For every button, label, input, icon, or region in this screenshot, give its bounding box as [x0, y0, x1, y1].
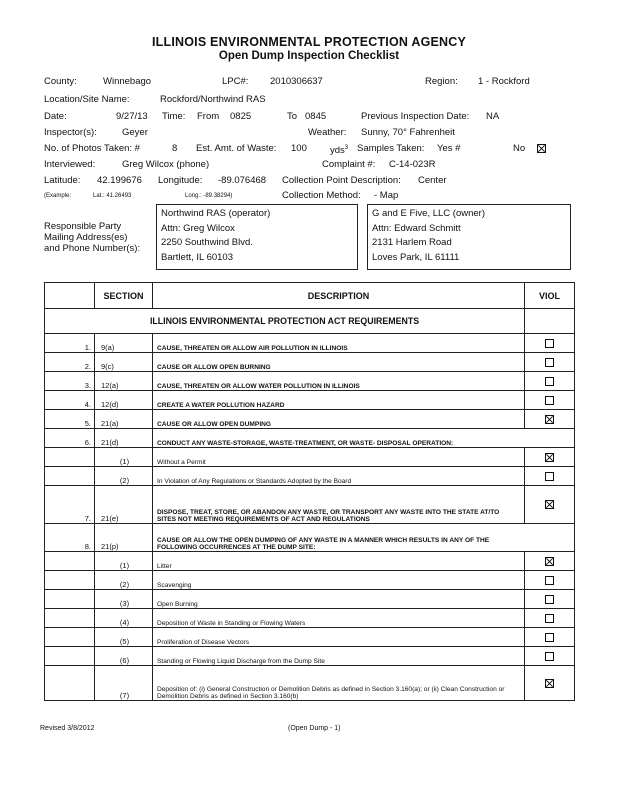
- table-row: [45, 410, 575, 429]
- table-row: [45, 429, 575, 448]
- latitude-example: Lat.: 41.26493: [93, 193, 132, 199]
- row-number: [45, 448, 95, 467]
- to-label: To: [287, 111, 298, 122]
- samples-label: Samples Taken:: [357, 143, 425, 154]
- operator-address-box: [156, 204, 358, 270]
- row-description: Scavenging: [153, 571, 525, 590]
- viol-checkbox[interactable]: [545, 472, 554, 481]
- act-heading-row: [45, 309, 575, 334]
- row-description: CAUSE OR ALLOW OPEN BURNING: [153, 353, 525, 372]
- row-number: 5.: [45, 410, 95, 429]
- row-description: DISPOSE, TREAT, STORE, OR ABANDON ANY WASTE, OR TRANSPORT ANY WASTE INTO THE STATE AT/TO SITES NOT MEETING REQUIREMENTS OF ACT AND REGULATIONS: [153, 486, 525, 524]
- table-row: [45, 666, 575, 701]
- owner-line-1: G and E Five, LLC (owner): [372, 208, 485, 219]
- viol-checkbox[interactable]: [545, 633, 554, 642]
- party-label-2: Mailing Address(es): [44, 232, 128, 243]
- row-viol-cell: [525, 467, 575, 486]
- samples-no-label: No: [513, 143, 526, 154]
- revised-date: Revised 3/8/2012: [40, 725, 95, 732]
- table-row: [45, 628, 575, 647]
- example-label: (Example:: [44, 193, 72, 199]
- collection-point-label: Collection Point Description:: [282, 175, 401, 186]
- party-label-1: Responsible Party: [44, 221, 122, 232]
- viol-checkbox[interactable]: [545, 453, 554, 462]
- row-viol-cell: [525, 552, 575, 571]
- table-row: [45, 448, 575, 467]
- row-section: (3): [95, 590, 153, 609]
- prev-inspection-label: Previous Inspection Date:: [361, 111, 470, 122]
- photos-label: No. of Photos Taken: #: [44, 143, 140, 154]
- row-description: Without a Permit: [153, 448, 525, 467]
- row-section: (2): [95, 571, 153, 590]
- complaint-label: Complaint #:: [322, 159, 376, 170]
- table-row: [45, 372, 575, 391]
- operator-line-3: 2250 Southwind Blvd.: [161, 237, 253, 248]
- row-number: [45, 609, 95, 628]
- time-to-value: 0845: [305, 111, 327, 122]
- row-number: [45, 647, 95, 666]
- interviewed-value: Greg Wilcox (phone): [122, 159, 210, 170]
- waste-unit: yds$^3$: [330, 145, 349, 157]
- row-description: CAUSE OR ALLOW OPEN DUMPING: [153, 410, 525, 429]
- row-section: 9(c): [95, 353, 153, 372]
- viol-checkbox[interactable]: [545, 500, 554, 509]
- act-heading-viol: [525, 309, 575, 334]
- date-label: Date:: [44, 111, 67, 122]
- table-header-row: [45, 283, 575, 309]
- operator-line-1: Northwind RAS (operator): [161, 208, 271, 219]
- row-viol-cell: [525, 590, 575, 609]
- row-number: [45, 628, 95, 647]
- row-number: [45, 467, 95, 486]
- row-number: 6.: [45, 429, 95, 448]
- row-section: (1): [95, 552, 153, 571]
- agency-title: ILLINOIS ENVIRONMENTAL PROTECTION AGENCY: [151, 35, 467, 49]
- table-row: [45, 353, 575, 372]
- owner-line-3: 2131 Harlem Road: [372, 237, 452, 248]
- row-number: 7.: [45, 486, 95, 524]
- row-number: [45, 571, 95, 590]
- row-section: 21(p): [95, 524, 153, 552]
- row-section: 12(d): [95, 391, 153, 410]
- row-viol-cell: [525, 647, 575, 666]
- checklist-table: [44, 282, 575, 701]
- row-description: Standing or Flowing Liquid Discharge from the Dump Site: [153, 647, 525, 666]
- row-description: In Violation of Any Regulations or Standards Adopted by the Board: [153, 467, 525, 486]
- row-number: [45, 666, 95, 701]
- lpc-value: 2010306637: [270, 76, 323, 87]
- viol-checkbox[interactable]: [545, 595, 554, 604]
- county-label: County:: [44, 76, 77, 87]
- region-value: 1 - Rockford: [478, 76, 530, 87]
- table-row: [45, 391, 575, 410]
- viol-checkbox[interactable]: [545, 358, 554, 367]
- party-label-3: and Phone Number(s):: [44, 243, 141, 254]
- viol-checkbox[interactable]: [545, 614, 554, 623]
- owner-line-4: Loves Park, IL 61111: [372, 251, 460, 263]
- header-viol: VIOL: [525, 283, 575, 309]
- header-section: SECTION: [95, 283, 153, 309]
- header-description: DESCRIPTION: [153, 283, 525, 309]
- inspectors-value: Geyer: [122, 127, 148, 138]
- collection-method-label: Collection Method:: [282, 190, 361, 201]
- lpc-label: LPC#:: [222, 76, 249, 87]
- row-description: Deposition of Waste in Standing or Flowing Waters: [153, 609, 525, 628]
- samples-no-checkbox[interactable]: [537, 144, 546, 153]
- row-viol-cell: [525, 486, 575, 524]
- row-number: 1.: [45, 334, 95, 353]
- row-viol-cell: [525, 609, 575, 628]
- collection-method-value: - Map: [374, 190, 399, 201]
- row-description: Proliferation of Disease Vectors: [153, 628, 525, 647]
- photos-value: 8: [172, 143, 178, 154]
- date-value: 9/27/13: [116, 111, 148, 122]
- row-number: [45, 590, 95, 609]
- table-row: [45, 486, 575, 524]
- row-section: (6): [95, 647, 153, 666]
- row-viol-cell: [525, 524, 575, 552]
- table-row: [45, 467, 575, 486]
- row-description: CREATE A WATER POLLUTION HAZARD: [153, 391, 525, 410]
- row-viol-cell: [525, 429, 575, 448]
- owner-line-2: Attn: Edward Schmitt: [372, 222, 461, 234]
- table-row: [45, 590, 575, 609]
- act-heading: ILLINOIS ENVIRONMENTAL PROTECTION ACT REQUIREMENTS: [45, 309, 525, 334]
- operator-line-4: Bartlett, IL 60103: [161, 251, 234, 263]
- table-row: [45, 609, 575, 628]
- row-section: (7): [95, 666, 153, 701]
- waste-value: 100: [291, 143, 307, 154]
- row-section: (5): [95, 628, 153, 647]
- operator-line-2: Attn: Greg Wilcox: [161, 222, 235, 234]
- collection-point-value: Center: [418, 175, 447, 186]
- location-label: Location/Site Name:: [44, 94, 130, 105]
- longitude-example: Long.: -89.38294): [185, 193, 233, 199]
- form-title: Open Dump Inspection Checklist: [218, 50, 400, 62]
- owner-address-box: [367, 204, 571, 270]
- viol-checkbox[interactable]: [545, 576, 554, 585]
- row-description: Deposition of: (i) General Construction or Demolition Debris as defined in Section 3.160(a); or (ii) Clean Construction or Demolition Debris as defined in Section 3.160(b): [153, 666, 525, 701]
- from-label: From: [197, 111, 220, 122]
- location-value: Rockford/Northwind RAS: [160, 94, 266, 105]
- weather-label: Weather:: [308, 127, 347, 138]
- row-section: 9(a): [95, 334, 153, 353]
- table-row: [45, 571, 575, 590]
- row-viol-cell: [525, 410, 575, 429]
- row-description: CAUSE, THREATEN OR ALLOW AIR POLLUTION IN ILLINOIS: [153, 334, 525, 353]
- row-section: 12(a): [95, 372, 153, 391]
- viol-checkbox[interactable]: [545, 339, 554, 348]
- row-description: Litter: [153, 552, 525, 571]
- row-section: 21(a): [95, 410, 153, 429]
- longitude-value: -89.076468: [218, 175, 267, 186]
- row-number: 2.: [45, 353, 95, 372]
- page-footer: (Open Dump - 1): [288, 725, 341, 732]
- row-viol-cell: [525, 571, 575, 590]
- row-description: CAUSE, THREATEN OR ALLOW WATER POLLUTION IN ILLINOIS: [153, 372, 525, 391]
- viol-checkbox[interactable]: [545, 679, 554, 688]
- table-row: [45, 552, 575, 571]
- row-description: CONDUCT ANY WASTE-STORAGE, WASTE-TREATMENT, OR WASTE- DISPOSAL OPERATION:: [153, 429, 525, 448]
- row-description: Open Burning: [153, 590, 525, 609]
- table-row: [45, 524, 575, 552]
- row-viol-cell: [525, 391, 575, 410]
- complaint-value: C-14-023R: [389, 159, 436, 170]
- row-viol-cell: [525, 628, 575, 647]
- row-description: CAUSE OR ALLOW THE OPEN DUMPING OF ANY WASTE IN A MANNER WHICH RESULTS IN ANY OF THE FOLLOWING OCCURRENCES AT THE DUMP SITE:: [153, 524, 525, 552]
- region-label: Region:: [425, 76, 458, 87]
- inspectors-label: Inspector(s):: [44, 127, 97, 138]
- row-section: (2): [95, 467, 153, 486]
- viol-checkbox[interactable]: [545, 415, 554, 424]
- row-number: 3.: [45, 372, 95, 391]
- longitude-label: Longitude:: [158, 175, 203, 186]
- row-viol-cell: [525, 448, 575, 467]
- samples-yes-label: Yes #: [437, 143, 461, 154]
- table-row: [45, 647, 575, 666]
- viol-checkbox[interactable]: [545, 377, 554, 386]
- latitude-label: Latitude:: [44, 175, 81, 186]
- weather-value: Sunny, 70° Fahrenheit: [361, 127, 455, 138]
- viol-checkbox[interactable]: [545, 557, 554, 566]
- time-from-value: 0825: [230, 111, 252, 122]
- row-viol-cell: [525, 666, 575, 701]
- prev-inspection-value: NA: [486, 111, 500, 122]
- row-section: (4): [95, 609, 153, 628]
- row-viol-cell: [525, 334, 575, 353]
- viol-checkbox[interactable]: [545, 396, 554, 405]
- latitude-value: 42.199676: [97, 175, 142, 186]
- row-viol-cell: [525, 353, 575, 372]
- row-number: [45, 552, 95, 571]
- county-value: Winnebago: [103, 76, 152, 87]
- interviewed-label: Interviewed:: [44, 159, 96, 170]
- table-row: [45, 334, 575, 353]
- row-number: 8.: [45, 524, 95, 552]
- row-viol-cell: [525, 372, 575, 391]
- time-label: Time:: [162, 111, 186, 122]
- row-section: 21(d): [95, 429, 153, 448]
- waste-label: Est. Amt. of Waste:: [196, 143, 277, 154]
- row-section: 21(e): [95, 486, 153, 524]
- row-section: (1): [95, 448, 153, 467]
- viol-checkbox[interactable]: [545, 652, 554, 661]
- header-blank: [45, 283, 95, 309]
- row-number: 4.: [45, 391, 95, 410]
